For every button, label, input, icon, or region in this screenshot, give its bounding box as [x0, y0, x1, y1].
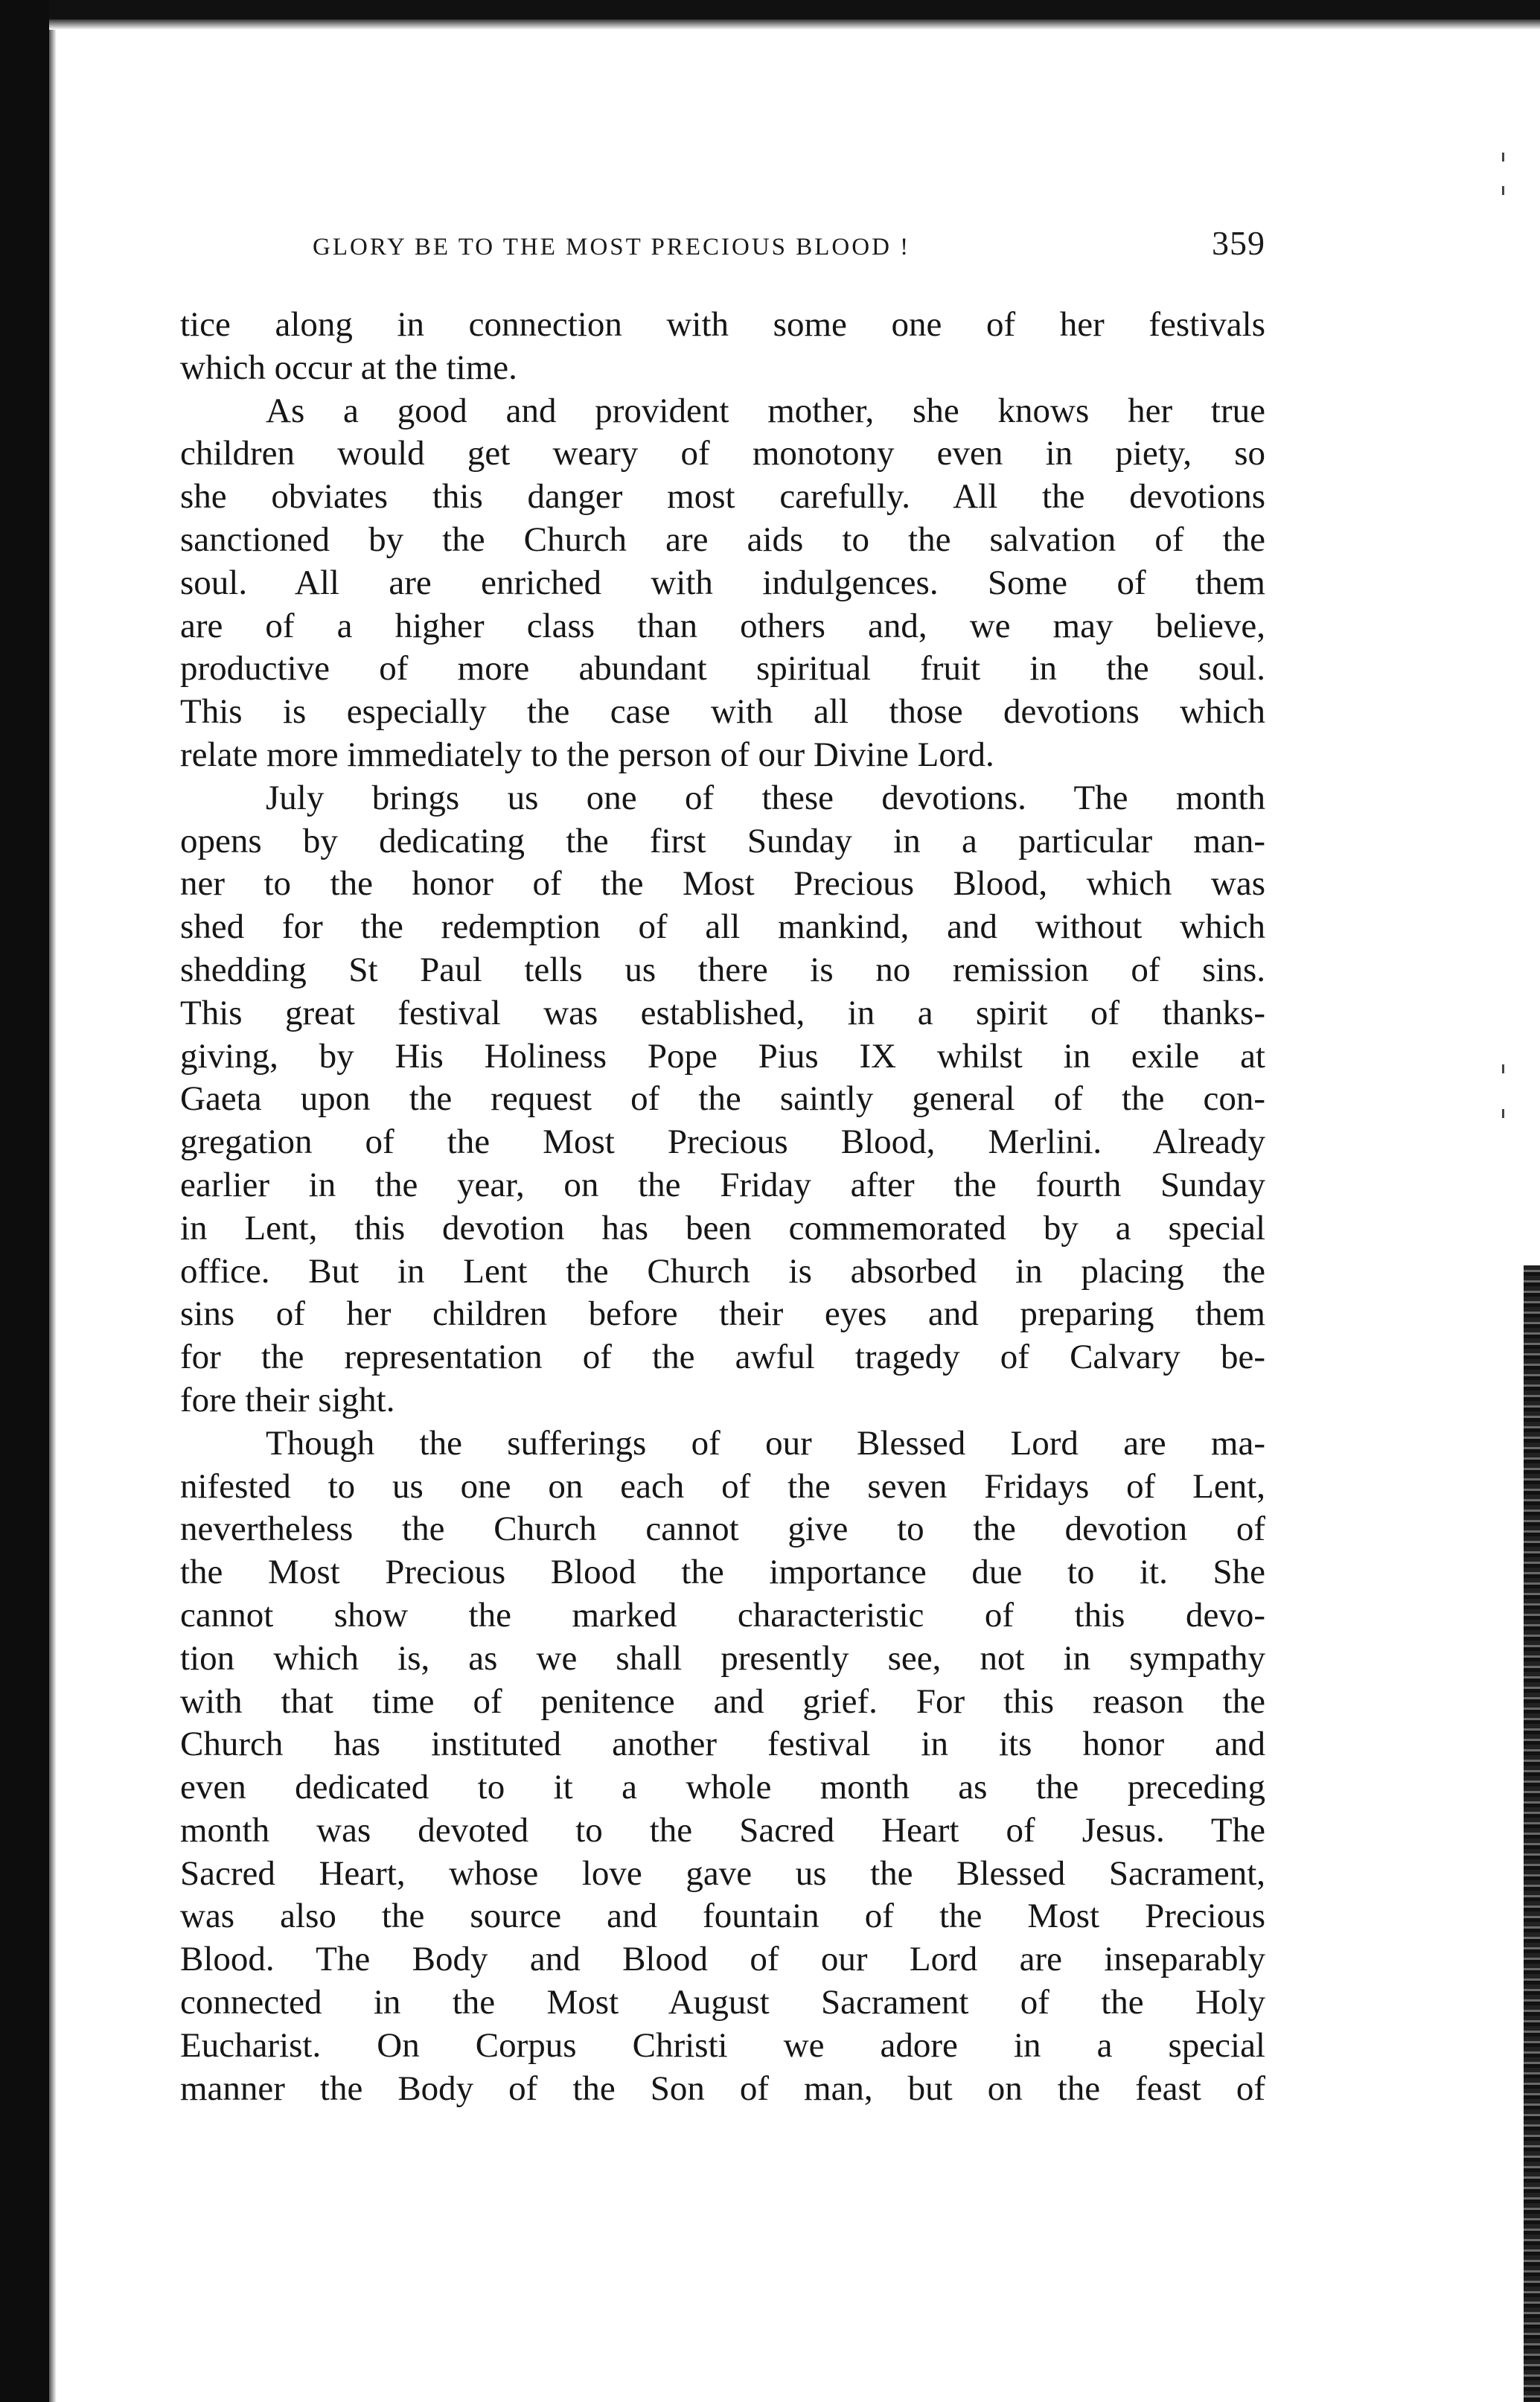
text-line: fore their sight.: [180, 1380, 395, 1419]
text-line: even dedicated to it a whole month as the preceding: [180, 1768, 1265, 1807]
scan-binding-edge: [0, 0, 49, 2402]
text-line: relate more immediately to the person of our Divine Lord.: [180, 735, 994, 774]
text-line: nifested to us one on each of the seven Fridays of Lent,: [180, 1466, 1265, 1506]
text-line: productive of more abundant spiritual fruit in the soul.: [180, 649, 1265, 689]
text-line: with that time of penitence and grief. For this reason the: [180, 1681, 1265, 1721]
scan-top-shadow: [45, 19, 1540, 30]
text-line: This is especially the case with all those devotions which: [180, 692, 1265, 732]
scan-speck: [1502, 186, 1504, 195]
text-line: for the representation of the awful tragedy of Calvary be-: [180, 1338, 1265, 1377]
text-line: children would get weary of monotony even in piety, so: [180, 434, 1265, 473]
text-line: Blood. The Body and Blood of our Lord are inseparably: [180, 1940, 1265, 1979]
text-line: she obviates this danger most carefully. All the devotions: [180, 477, 1265, 517]
text-line: Eucharist. On Corpus Christi we adore in a special: [180, 2025, 1265, 2065]
text-line: sanctioned by the Church are aids to the salvation of the: [180, 520, 1265, 559]
text-line: nevertheless the Church cannot give to the devotion of: [180, 1510, 1265, 1549]
text-line: are of a higher class than others and, we may believe,: [180, 606, 1265, 645]
scan-top-edge: [0, 0, 1540, 19]
text-line: month was devoted to the Sacred Heart of Jesus. The: [180, 1810, 1265, 1850]
scan-speck: [1502, 1109, 1504, 1118]
text-line: connected in the Most August Sacrament of the Holy: [180, 1983, 1265, 2022]
text-line: Church has instituted another festival in its honor and: [180, 1725, 1265, 1764]
text-line: earlier in the year, on the Friday after the fourth Sunday: [180, 1165, 1265, 1204]
text-line: which occur at the time.: [180, 348, 517, 387]
text-line: gregation of the Most Precious Blood, Merlini. Already: [180, 1122, 1265, 1162]
scan-right-edge: [1524, 1265, 1540, 2402]
text-line: opens by dedicating the first Sunday in a particular man-: [180, 821, 1265, 860]
text-line: tion which is, as we shall presently see, not in sympathy: [180, 1638, 1265, 1678]
text-line: July brings us one of these devotions. The month: [266, 778, 1265, 817]
text-line: Though the sufferings of our Blessed Lord are ma-: [266, 1423, 1265, 1463]
scan-speck: [1502, 153, 1504, 162]
text-line: manner the Body of the Son of man, but on the feast of: [180, 2069, 1265, 2108]
text-line: ner to the honor of the Most Precious Blood, which was: [180, 864, 1265, 904]
text-line: Gaeta upon the request of the saintly general of the con-: [180, 1079, 1265, 1119]
text-line: was also the source and fountain of the Most Precious: [180, 1897, 1265, 1936]
text-line: shed for the redemption of all mankind, and without which: [180, 907, 1265, 947]
text-line: sins of her children before their eyes and preparing them: [180, 1294, 1265, 1334]
body-text: [180, 304, 1265, 2110]
text-line: shedding St Paul tells us there is no remission of sins.: [180, 950, 1265, 989]
text-line: office. But in Lent the Church is absorbed in placing the: [180, 1251, 1265, 1291]
page-header: [313, 223, 1265, 283]
text-line: soul. All are enriched with indulgences. Some of them: [180, 563, 1265, 602]
text-line: As a good and provident mother, she knows her true: [266, 391, 1265, 430]
text-line: Sacred Heart, whose love gave us the Blessed Sacrament,: [180, 1853, 1265, 1893]
text-line: the Most Precious Blood the importance due to it. She: [180, 1553, 1265, 1592]
page-number: 359: [1212, 224, 1265, 262]
text-line: in Lent, this devotion has been commemorated by a special: [180, 1208, 1265, 1248]
scan-binding-shadow: [49, 30, 57, 2402]
scan-speck: [1502, 1064, 1504, 1073]
text-line: This great festival was established, in a spirit of thanks-: [180, 993, 1265, 1032]
text-line: cannot show the marked characteristic of this devo-: [180, 1595, 1265, 1635]
running-head: GLORY BE TO THE MOST PRECIOUS BLOOD !: [313, 234, 911, 261]
text-line: giving, by His Holiness Pope Pius IX whilst in exile at: [180, 1036, 1265, 1076]
text-line: tice along in connection with some one of her festivals: [180, 305, 1265, 344]
